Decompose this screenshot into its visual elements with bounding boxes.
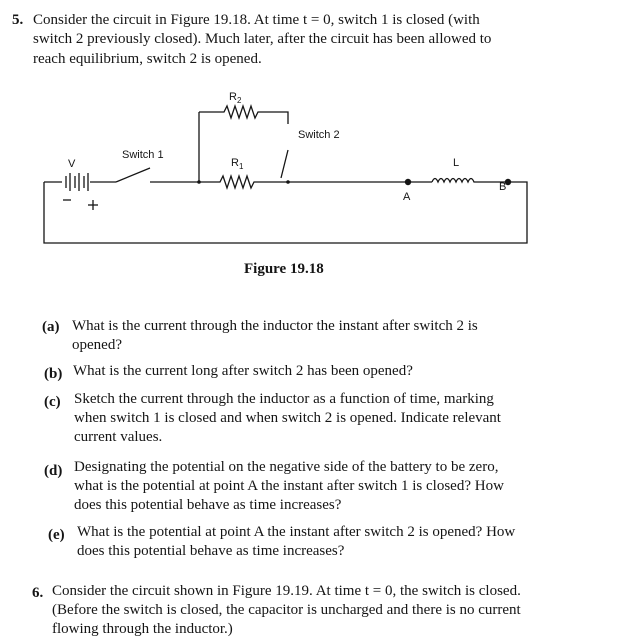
problem-6-line-1: Consider the circuit shown in Figure 19.19. At time t = 0, the switch is closed. xyxy=(52,583,521,599)
battery xyxy=(66,173,88,191)
problem-5-line-1: Consider the circuit in Figure 19.18. At time t = 0, switch 1 is closed (with xyxy=(33,12,480,28)
return-wire xyxy=(44,182,527,243)
problem-6-line-3: flowing through the inductor.) xyxy=(52,621,233,637)
r1-resistor xyxy=(199,176,288,188)
switch-2-blade xyxy=(281,150,288,178)
switch-1-label: Switch 1 xyxy=(122,149,164,161)
switch-1-blade xyxy=(116,168,150,182)
part-a-line-2: opened? xyxy=(72,337,122,353)
part-d-line-2: what is the potential at point A the instant after switch 1 is closed? How xyxy=(74,478,504,494)
part-c-line-1: Sketch the current through the inductor as a function of time, marking xyxy=(74,391,494,407)
battery-label: V xyxy=(68,158,76,170)
part-c-line-2: when switch 1 is closed and when switch 2 is opened. Indicate relevant xyxy=(74,410,501,426)
inductor-coil xyxy=(432,179,490,183)
problem-6-number: 6. xyxy=(32,585,44,601)
inductor-label: L xyxy=(453,157,460,169)
part-e-line-1: What is the potential at point A the instant after switch 2 is opened? How xyxy=(77,524,516,540)
circuit-diagram xyxy=(0,0,620,260)
switch-2-label: Switch 2 xyxy=(298,129,340,141)
part-b-line-1: What is the current long after switch 2 has been opened? xyxy=(73,363,413,379)
part-d-line-1: Designating the potential on the negative side of the battery to be zero, xyxy=(74,459,499,475)
part-a-line-1: What is the current through the inductor the instant after switch 2 is xyxy=(72,318,478,334)
r2-label: $R_2$ xyxy=(229,91,242,105)
problem-5-line-2: switch 2 previously closed). Much later, after the circuit has been allowed to xyxy=(33,31,492,47)
part-d-line-3: does this potential behave as time increases? xyxy=(74,497,342,513)
problem-5-line-3: reach equilibrium, switch 2 is opened. xyxy=(33,51,262,67)
part-c-line-3: current values. xyxy=(74,429,163,445)
point-b-label: B xyxy=(499,181,507,193)
part-d-label: (d) xyxy=(44,463,63,479)
point-a-label: A xyxy=(403,191,411,203)
positive-terminal-mark xyxy=(88,200,98,210)
r2-resistor xyxy=(199,106,288,124)
problem-5-number: 5. xyxy=(12,12,24,28)
part-e-line-2: does this potential behave as time increases? xyxy=(77,543,345,559)
r1-label: $R_1$ xyxy=(231,157,244,171)
figure-caption: Figure 19.18 xyxy=(244,261,324,277)
problem-6-line-2: (Before the switch is closed, the capacitor is uncharged and there is no current xyxy=(52,602,521,618)
part-a-label: (a) xyxy=(42,319,60,335)
part-b-label: (b) xyxy=(44,366,63,382)
part-e-label: (e) xyxy=(48,527,65,543)
part-c-label: (c) xyxy=(44,394,61,410)
